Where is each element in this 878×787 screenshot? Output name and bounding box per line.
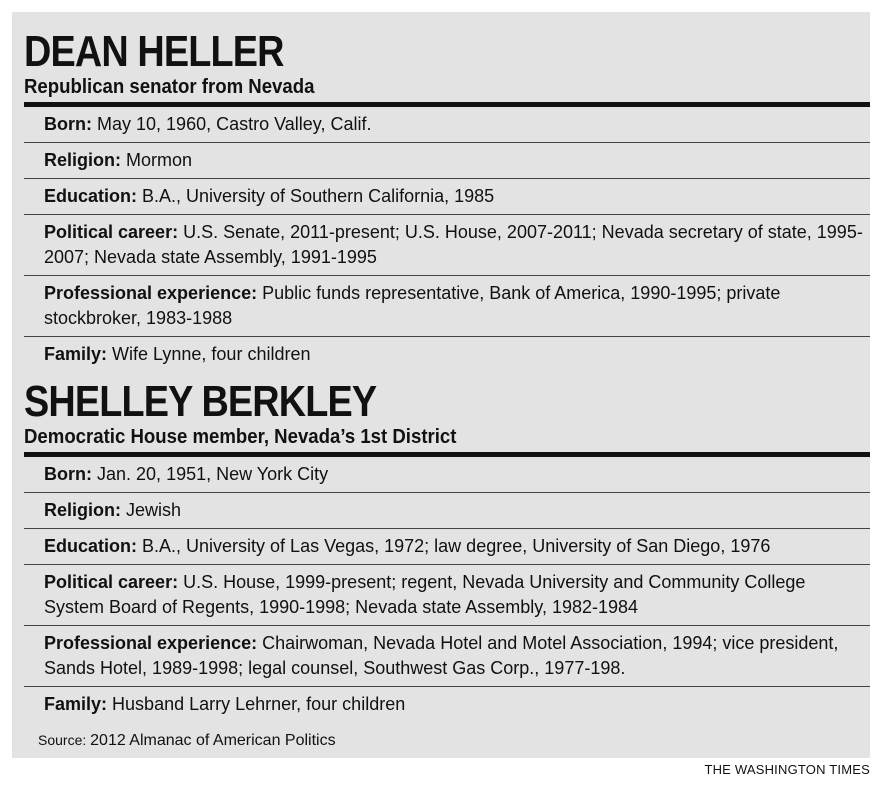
source-note: [38, 732, 336, 750]
profile-heller: [24, 27, 870, 373]
profile-berkley: [24, 377, 870, 723]
profile-name: SHELLEY BERKLEY: [24, 377, 377, 426]
fact-row-political-career: [24, 215, 870, 276]
fact-label: Political career:: [44, 222, 179, 242]
profile-name: DEAN HELLER: [24, 27, 284, 76]
source-label: Source:: [38, 732, 87, 748]
fact-label: Family:: [44, 694, 108, 714]
fact-value: Husband Larry Lehrner, four children: [112, 694, 406, 714]
fact-label: Education:: [44, 536, 137, 556]
fact-row-political-career: [24, 565, 870, 626]
fact-label: Political career:: [44, 572, 179, 592]
fact-row-religion: [24, 493, 870, 529]
fact-row-religion: [24, 143, 870, 179]
fact-row-family: [24, 337, 870, 373]
fact-value: B.A., University of Southern California, 1985: [142, 186, 495, 206]
fact-value: U.S. Senate, 2011-present; U.S. House, 2007-2011; Nevada secretary of state, 1995-2007; Nevada state Assembly, 1991-1995: [44, 222, 863, 267]
fact-label: Born:: [44, 464, 92, 484]
infographic-panel: [12, 12, 870, 758]
fact-label: Religion:: [44, 150, 121, 170]
fact-row-born: [24, 457, 870, 493]
fact-label: Religion:: [44, 500, 121, 520]
fact-row-professional-experience: [24, 626, 870, 687]
profile-title: Republican senator from Nevada: [24, 76, 315, 98]
fact-value: Jewish: [126, 500, 182, 520]
fact-label: Family:: [44, 344, 108, 364]
fact-label: Professional experience:: [44, 633, 258, 653]
fact-label: Born:: [44, 114, 92, 134]
fact-value: Mormon: [126, 150, 193, 170]
publisher-credit: THE WASHINGTON TIMES: [704, 762, 870, 777]
fact-value: Chairwoman, Nevada Hotel and Motel Association, 1994; vice president, Sands Hotel, 1989-1998; legal counsel, Southwest Gas Corp., 1977-198.: [44, 633, 839, 678]
fact-value: Jan. 20, 1951, New York City: [97, 464, 329, 484]
fact-row-family: [24, 687, 870, 723]
fact-value: B.A., University of Las Vegas, 1972; law degree, University of San Diego, 1976: [142, 536, 771, 556]
fact-row-education: [24, 179, 870, 215]
fact-value: Public funds representative, Bank of America, 1990-1995; private stockbroker, 1983-1988: [44, 283, 781, 328]
fact-value: U.S. House, 1999-present; regent, Nevada University and Community College System Board of Regents, 1990-1998; Nevada state Assembly, 1982-1984: [44, 572, 806, 617]
fact-row-born: [24, 107, 870, 143]
profile-title: Democratic House member, Nevada’s 1st District: [24, 426, 457, 448]
fact-row-professional-experience: [24, 276, 870, 337]
source-value: 2012 Almanac of American Politics: [90, 732, 336, 749]
fact-label: Education:: [44, 186, 137, 206]
fact-row-education: [24, 529, 870, 565]
fact-label: Professional experience:: [44, 283, 258, 303]
fact-value: Wife Lynne, four children: [112, 344, 311, 364]
fact-value: May 10, 1960, Castro Valley, Calif.: [97, 114, 372, 134]
